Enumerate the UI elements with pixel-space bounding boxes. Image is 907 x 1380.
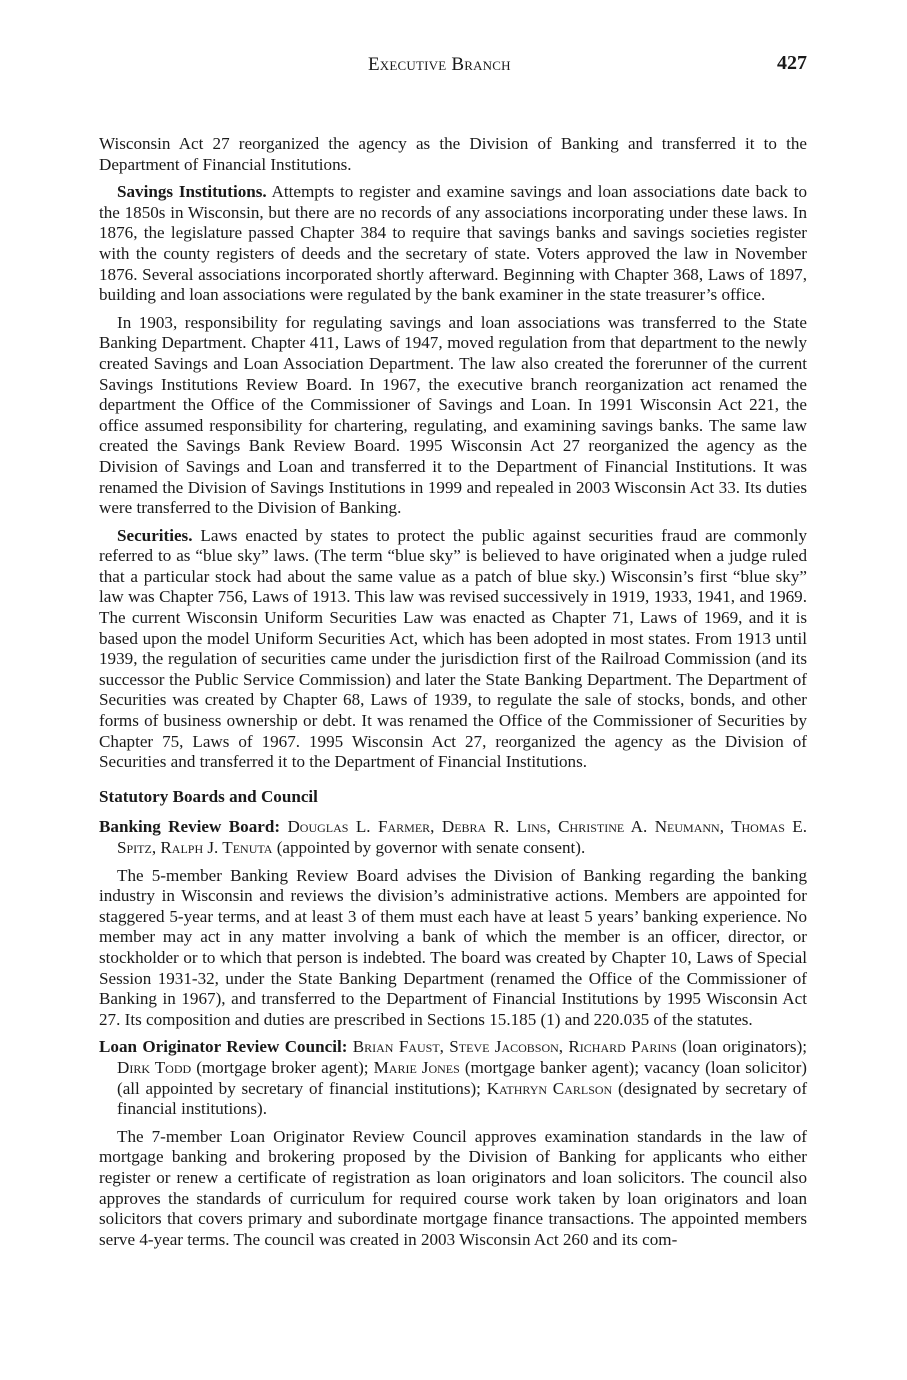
council-note: (mortgage banker agent); vacancy (loan solicitor) (all appointed by secretary of financial institutions); (117, 1057, 807, 1098)
council-member-broker: Dirk Todd (117, 1057, 192, 1077)
council-member-designated: Kathryn Carlson (486, 1078, 613, 1098)
board-members: Douglas L. Farmer, Debra R. Lins, Christine A. Neumann, Thomas E. Spitz, Ralph J. Tenuta (117, 817, 807, 857)
paragraph-loan-council: The 7-member Loan Originator Review Council approves examination standards in the law of mortgage banking and brokering proposed by the Division of Banking for applicants who either register or renew a certificate of registration as loan originators and loan solicitors. The council also approves the standards of curriculum for required course work taken by loan originators and loan solicitors that covers primary and subordinate mortgage finance transactions. The appointed members serve 4-year terms. The council was created in 2003 Wisconsin Act 260 and its com- (99, 1126, 807, 1249)
board-note: (appointed by governor with senate consent). (272, 838, 586, 857)
council-note: (loan originators); (676, 1037, 808, 1057)
council-note: (mortgage broker agent); (191, 1057, 374, 1077)
council-member-banker: Marie Jones (373, 1057, 460, 1077)
running-head: Executive Branch (368, 54, 511, 75)
board-name: Banking Review Board: (99, 817, 281, 837)
council-name: Loan Originator Review Council: (99, 1037, 348, 1057)
runin-heading-savings: Savings Institutions. (117, 182, 267, 202)
paragraph-savings-history: In 1903, responsibility for regulating savings and loan associations was transferred to the State Banking Department. Chapter 411, Laws of 1947, moved regulation from that department to the newly created Savings and Loan Association Department. The law also created the forerunner of the current Savings Institutions Review Board. In 1967, the executive branch reorganization act renamed the department the Office of the Commissioner of Savings and Loan. In 1991 Wisconsin Act 221, the office assumed responsibility for chartering, regulating, and examining savings banks. The same law created the Savings Bank Review Board. 1995 Wisconsin Act 27 reorganized the agency as the Division of Savings and Loan and transferred it to the Department of Financial Institutions. It was renamed the Division of Savings Institutions in 1999 and repealed in 2003 Wisconsin Act 33. Its duties were transferred to the Division of Banking. (99, 312, 807, 518)
entry-loan-originator-council (99, 1037, 807, 1119)
council-note: (designated by secretary of financial institutions). (117, 1078, 808, 1119)
runin-heading-securities: Securities. (117, 525, 193, 545)
council-members-originators: Brian Faust, Steve Jacobson, Richard Parins (347, 1037, 677, 1057)
paragraph-text: Attempts to register and examine savings and loan associations date back to the 1850s in Wisconsin, but there are no records of any associations incorporating under these laws. In 1876, the legislature passed Chapter 384 to require that savings banks and savings societies register with the county registers of deeds and the secretary of state. Voters approved the law in November 1876. Several associations incorporated shortly afterward. Beginning with Chapter 368, Laws of 1897, building and loan associations were regulated by the bank examiner in the state treasurer’s office. (99, 182, 807, 305)
page-number: 427 (777, 52, 807, 74)
paragraph-text: Laws enacted by states to protect the public against securities fraud are commonly referred to as “blue sky” laws. (The term “blue sky” is believed to have originated when a judge ruled that a particular stock had about the same value as a patch of blue sky.) Wisconsin’s first “blue sky” law was Chapter 756, Laws of 1913. This law was revised successively in 1919, 1933, 1941, and 1969. The current Wisconsin Uniform Securities Law was enacted as Chapter 71, Laws of 1969, and it is based upon the model Uniform Securities Act, which has been adopted in most states. From 1913 until 1939, the regulation of securities came under the jurisdiction first of the Railroad Commission (and its successor the Public Service Commission) and later the State Banking Department. The Department of Securities was created by Chapter 68, Laws of 1939, to regulate the sale of stocks, bonds, and other forms of business ownership or debt. It was renamed the Office of the Commissioner of Securities by Chapter 75, Laws of 1967. 1995 Wisconsin Act 27, reorganized the agency as the Division of Securities and transferred it to the Department of Financial Institutions. (99, 525, 807, 772)
paragraph-act27-continuation: Wisconsin Act 27 reorganized the agency as the Division of Banking and transferred it to the Department of Financial Institutions. (99, 134, 807, 174)
entry-banking-review-board (99, 817, 807, 858)
section-heading: Statutory Boards and Council (99, 786, 318, 806)
paragraph-securities (99, 526, 807, 773)
body-text (99, 134, 807, 1257)
paragraph-savings-institutions (99, 182, 807, 306)
paragraph-banking-board: The 5-member Banking Review Board advises the Division of Banking regarding the banking industry in Wisconsin and reviews the division’s administrative actions. Members are appointed for staggered 5-year terms, and at least 3 of them must each have at least 5 years’ banking experience. No member may act in any matter involving a bank of which the member is an officer, director, or stockholder or to which that person is indebted. The board was created by Chapter 10, Laws of Special Session 1931-32, under the State Banking Department (renamed the Office of the Commissioner of Banking in 1967), and transferred to the Department of Financial Institutions by 1995 Wisconsin Act 27. Its composition and duties are prescribed in Sections 15.185 (1) and 220.035 of the statutes. (99, 865, 807, 1029)
